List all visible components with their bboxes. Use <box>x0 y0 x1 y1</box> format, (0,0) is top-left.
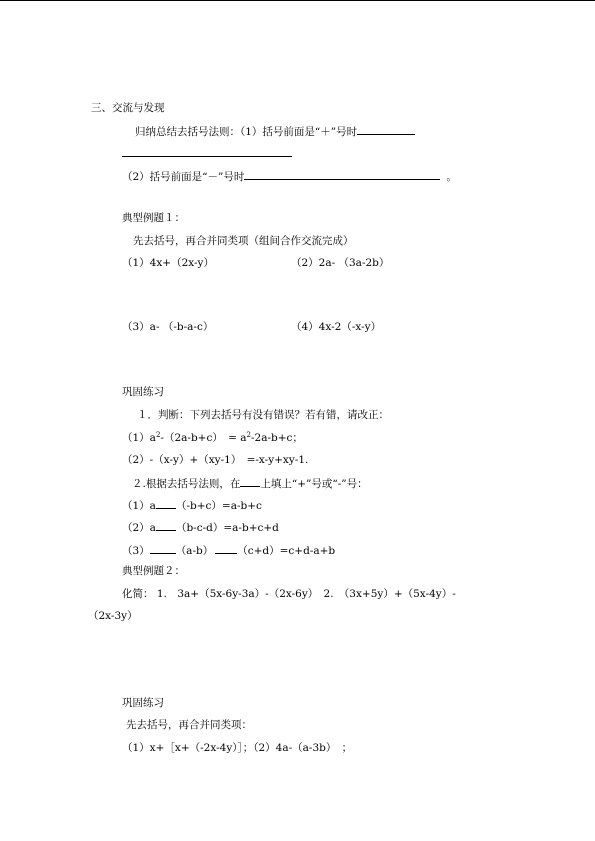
minus-text: （2）括号前面是“－”号时 <box>122 171 245 183</box>
fill-q3-part-a: （3） <box>122 545 150 557</box>
summary-rule-plus <box>135 123 415 139</box>
fill-title-part-a: ２.根据去括号法则，在 <box>132 478 241 490</box>
fill-q3-part-c: （c+d）=c+d-a+b <box>237 545 336 557</box>
fill-q1-blank[interactable] <box>156 497 176 509</box>
practice1-heading: 巩固练习 <box>122 386 164 398</box>
fill-q2-part-b: （b-c-d）=a-b+c+d <box>175 522 279 534</box>
practice2-heading: 巩固练习 <box>122 697 164 709</box>
example2-line-2: （2x-3y） <box>88 610 138 622</box>
fill-question-2 <box>122 519 279 535</box>
example1-heading: 典型例题１： <box>122 212 185 224</box>
example1-instruction: 先去括号，再合并同类项（组间合作交流完成） <box>133 235 354 247</box>
summary-text: 归纳总结去括号法则：（1）括号前面是“＋”号时 <box>135 126 358 138</box>
example2-heading: 典型例题２： <box>122 565 185 577</box>
judge-line-2: （2）-（x-y）+（xy-1） =-x-y+xy-1. <box>122 454 309 466</box>
example2-line-1: 化简： 1. 3a+（5x-6y-3a）-（2x-6y） 2. （3x+5y）+（5x-4y）- <box>122 588 456 600</box>
fill-title-blank <box>240 475 260 487</box>
exponent: 2 <box>246 431 251 439</box>
example1-problem-3: （3）a- （-b-a-c） <box>122 321 214 333</box>
fill-question-1 <box>122 497 262 513</box>
example1-problem-4: （4）4x-2（-x-y） <box>291 321 382 333</box>
judge-line-1-part-b: -（2a-b+c） = a <box>160 432 247 444</box>
answer-blank-plus-continued[interactable] <box>122 145 292 157</box>
judge-line-1-part-a: （1）a <box>122 432 156 444</box>
fill-q3-blank-2[interactable] <box>215 542 237 554</box>
exponent: 2 <box>155 431 161 439</box>
example1-problem-1: （1）4x+（2x-y） <box>122 257 214 269</box>
fill-title <box>132 475 368 491</box>
summary-continuation <box>122 145 292 161</box>
fill-q2-blank[interactable] <box>156 519 176 531</box>
practice2-instruction: 先去括号，再合并同类项： <box>126 719 252 731</box>
fill-title-part-b: 上填上“+”号或“-”号： <box>260 478 368 490</box>
answer-blank-minus[interactable] <box>244 168 440 180</box>
judge-title: １．判断：下列去括号有没有错误？若有错，请改正： <box>137 409 389 421</box>
fill-q3-part-b: （a-b） <box>175 545 214 557</box>
fill-question-3 <box>122 542 335 558</box>
answer-blank-plus[interactable] <box>357 123 415 135</box>
fill-q1-part-a: （1）a <box>122 500 156 512</box>
example1-problem-2: （2）2a- （3a-2b） <box>291 257 390 269</box>
top-border <box>0 0 595 1</box>
judge-line-1-part-c: -2a-b+c； <box>250 432 303 444</box>
fill-q1-part-b: （-b+c）=a-b+c <box>175 500 262 512</box>
practice2-problems: （1）x+［x+（-2x-4y）］；（2）4a-（a-3b） ； <box>122 742 353 754</box>
end-mark: 。 <box>446 171 457 183</box>
section-title: 三、交流与发现 <box>91 102 165 114</box>
judge-line-1 <box>122 431 303 445</box>
summary-rule-minus <box>122 168 457 184</box>
fill-q3-blank-1[interactable] <box>150 542 176 554</box>
fill-q2-part-a: （2）a <box>122 522 156 534</box>
